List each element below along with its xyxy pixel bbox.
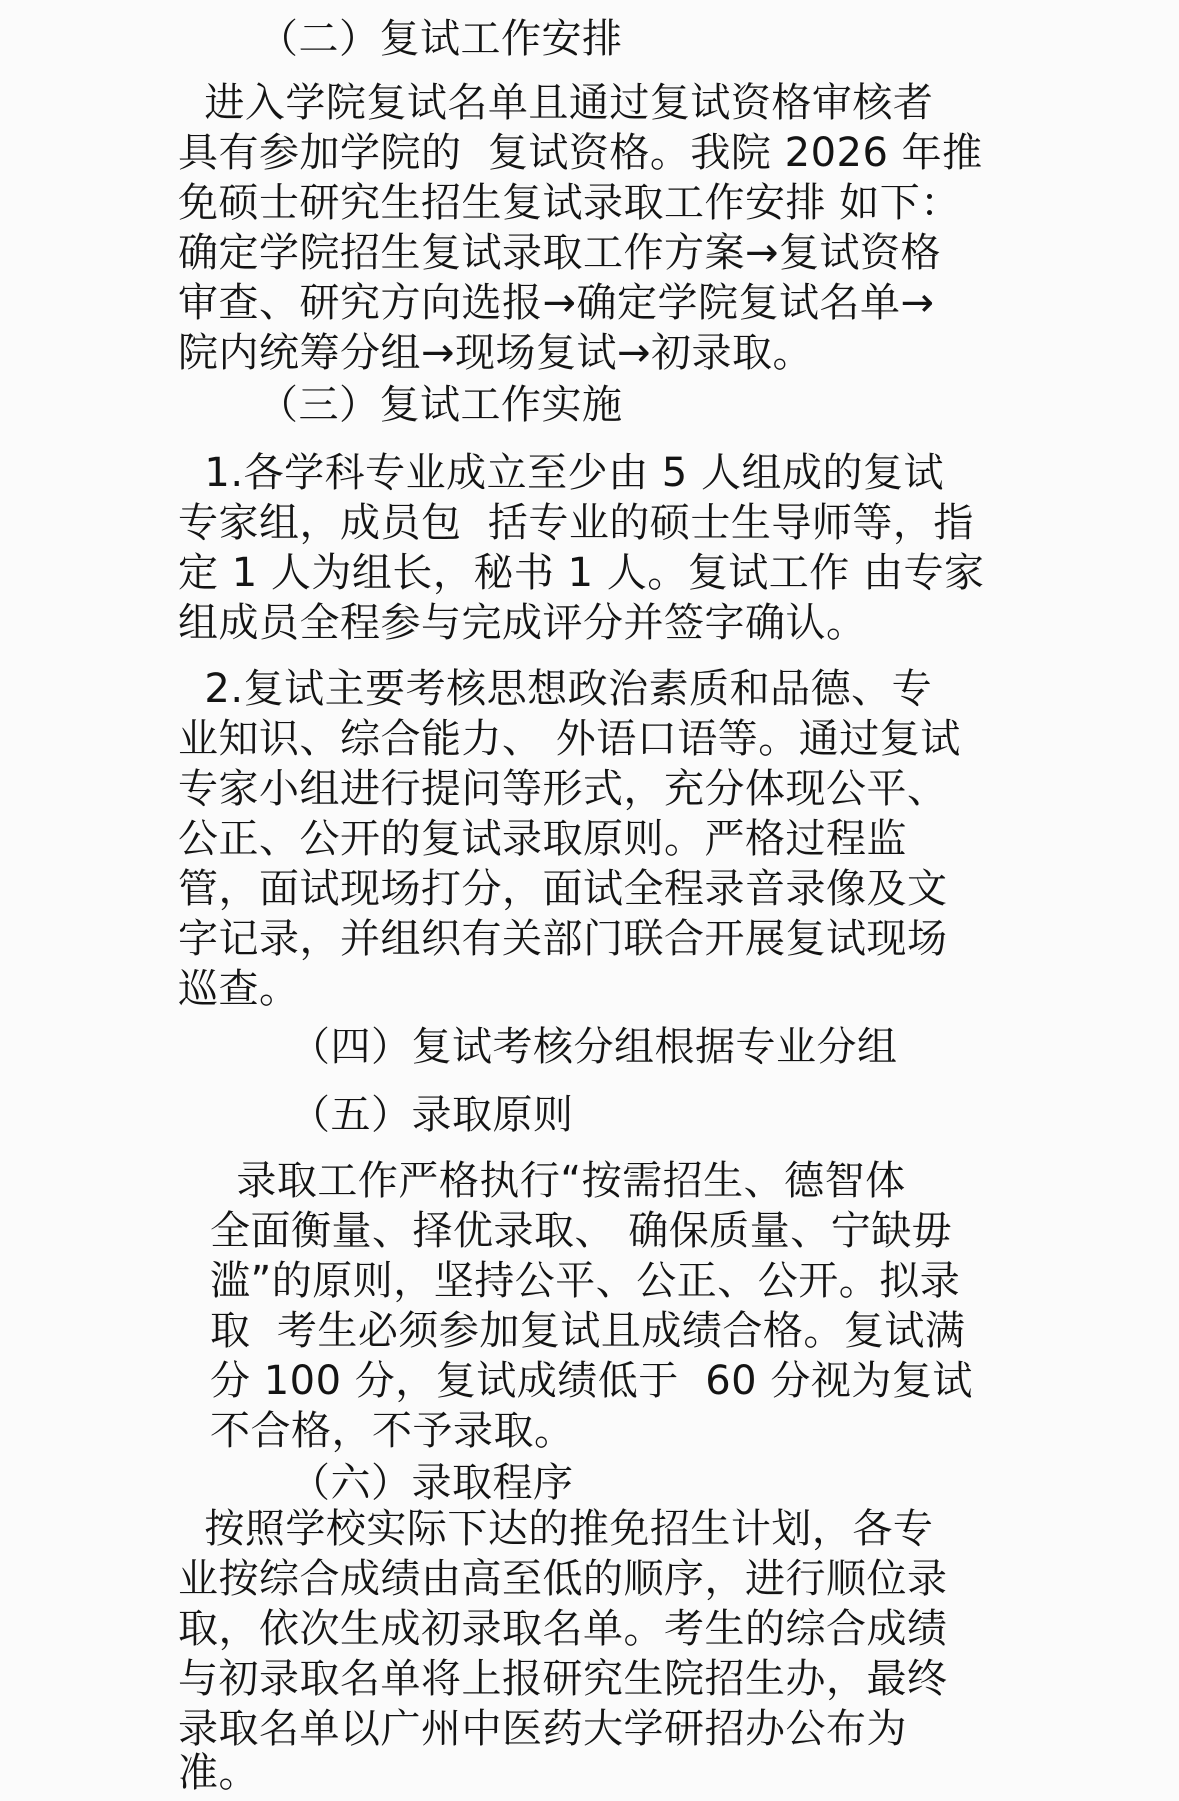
paragraph-line: 录取工作严格执行“按需招生、德智体 — [210, 1158, 906, 1204]
paragraph-line: 不合格，不予录取。 — [210, 1408, 575, 1454]
paragraph-line: 业按综合成绩由高至低的顺序，进行顺位录 — [178, 1556, 948, 1602]
paragraph-line: 字记录，并组织有关部门联合开展复试现场 — [178, 916, 948, 962]
paragraph-line: 进入学院复试名单且通过复试资格审核者 — [178, 80, 934, 126]
paragraph-line: 专家小组进行提问等形式，充分体现公平、 — [178, 766, 948, 812]
paragraph-line: 专家组，成员包 括专业的硕士生导师等，指 — [178, 500, 974, 546]
paragraph-line: 免硕士研究生招生复试录取工作安排 如下： — [178, 180, 961, 226]
paragraph-line: 滥”的原则，坚持公平、公正、公开。拟录 — [210, 1258, 961, 1304]
section-heading-4: （四）复试考核分组根据专业分组 — [290, 1024, 898, 1070]
paragraph-line: 组成员全程参与完成评分并签字确认。 — [178, 600, 867, 646]
paragraph-line: 确定学院招生复试录取工作方案→复试资格 — [178, 230, 942, 276]
paragraph-line: 与初录取名单将上报研究生院招生办，最终 — [178, 1656, 948, 1702]
section-heading-2: （二）复试工作安排 — [258, 16, 623, 62]
paragraph-line: 2.复试主要考核思想政治素质和品德、专 — [178, 666, 933, 712]
paragraph-line: 1.各学科专业成立至少由 5 人组成的复试 — [178, 450, 944, 496]
paragraph-line: 院内统筹分组→现场复试→初录取。 — [178, 330, 814, 376]
paragraph-line: 定 1 人为组长，秘书 1 人。复试工作 由专家 — [178, 550, 985, 596]
paragraph-line: 按照学校实际下达的推免招生计划，各专 — [178, 1506, 934, 1552]
paragraph-line: 取，依次生成初录取名单。考生的综合成绩 — [178, 1606, 948, 1652]
paragraph-line: 管，面试现场打分，面试全程录音录像及文 — [178, 866, 948, 912]
paragraph-line: 具有参加学院的 复试资格。我院 2026 年推 — [178, 130, 983, 176]
section-heading-6: （六）录取程序 — [290, 1460, 574, 1506]
section-heading-3: （三）复试工作实施 — [258, 382, 623, 428]
paragraph-line: 业知识、综合能力、 外语口语等。通过复试 — [178, 716, 961, 762]
paragraph-line: 公正、公开的复试录取原则。严格过程监 — [178, 816, 907, 862]
paragraph-line: 准。 — [178, 1750, 259, 1796]
section-heading-5: （五）录取原则 — [290, 1092, 574, 1138]
paragraph-line: 录取名单以广州中医药大学研招办公布为 — [178, 1706, 907, 1752]
paragraph-line: 分 100 分，复试成绩低于 60 分视为复试 — [210, 1358, 973, 1404]
paragraph-line: 取 考生必须参加复试且成绩合格。复试满 — [210, 1308, 966, 1354]
paragraph-line: 巡查。 — [178, 966, 300, 1012]
paragraph-line: 全面衡量、择优录取、 确保质量、宁缺毋 — [210, 1208, 953, 1254]
paragraph-line: 审查、研究方向选报→确定学院复试名单→ — [178, 280, 935, 326]
